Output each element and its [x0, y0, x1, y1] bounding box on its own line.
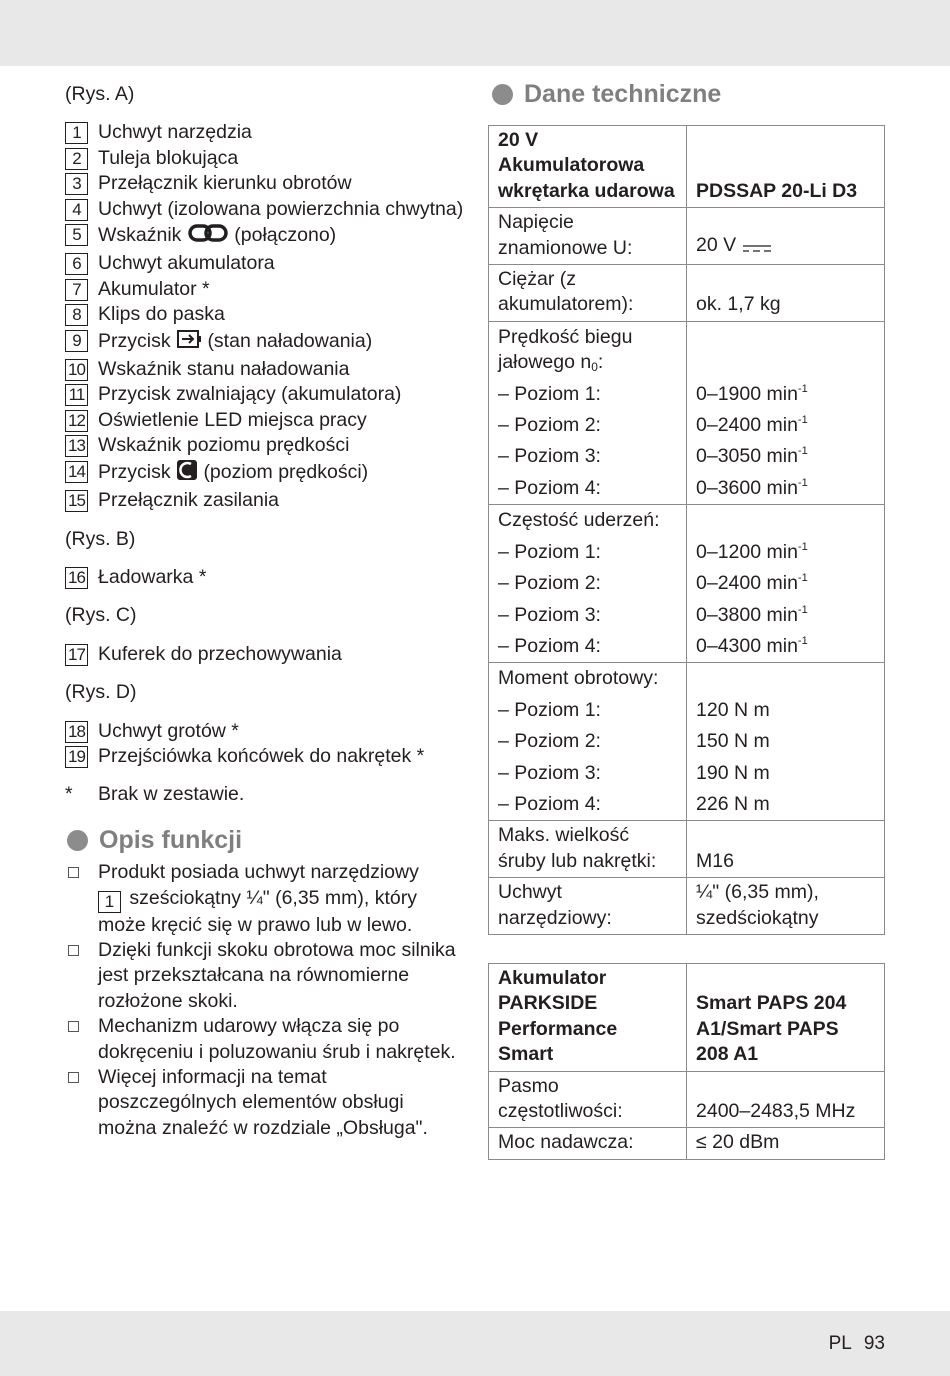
table-cell	[687, 410, 885, 441]
list-item	[65, 222, 465, 251]
section-title: Dane techniczne	[524, 80, 722, 108]
part-number: 16	[65, 567, 88, 589]
table-cell: M16	[687, 821, 885, 878]
table-cell	[687, 631, 885, 663]
spec-table-tool	[488, 125, 885, 935]
table-cell: PDSSAP 20-Li D3	[687, 126, 885, 208]
part-label: Ładowarka *	[98, 565, 207, 588]
table-cell: Pasmo częstotliwości:	[489, 1071, 687, 1128]
part-number: 11	[65, 384, 88, 406]
superscript: -1	[797, 572, 808, 585]
table-row	[489, 537, 885, 568]
table-cell: 120 N m	[687, 695, 885, 726]
part-number: 14	[65, 461, 88, 483]
part-number: 3	[65, 173, 88, 195]
list-item	[65, 860, 465, 938]
list-item	[65, 938, 465, 1014]
part-label: Przycisk zwalniający (akumulatora)	[98, 383, 402, 406]
table-cell	[687, 441, 885, 472]
superscript: -1	[797, 445, 808, 458]
list-item	[65, 197, 465, 222]
table-row	[489, 208, 885, 265]
table-cell: – Poziom 3:	[489, 441, 687, 472]
cell-text: 0–1900 min	[696, 382, 798, 405]
section-title: Opis funkcji	[99, 825, 243, 854]
table-row	[489, 878, 885, 935]
list-item	[65, 251, 465, 276]
table-row	[489, 1071, 885, 1128]
bullet-dot-icon	[67, 830, 88, 851]
table-cell: – Poziom 3:	[489, 758, 687, 789]
list-item	[65, 744, 465, 769]
dc-current-icon	[742, 236, 772, 261]
part-label: Wskaźnik poziomu prędkości	[98, 434, 350, 457]
part-label: Przycisk	[98, 460, 171, 483]
list-item	[65, 433, 465, 458]
table-cell: Uchwyt narzędziowy:	[489, 878, 687, 935]
table-cell: – Poziom 1:	[489, 379, 687, 410]
part-number: 7	[65, 279, 88, 301]
part-number: 17	[65, 644, 88, 666]
figure-b-label: (Rys. B)	[65, 527, 136, 550]
table-row	[489, 126, 885, 208]
figure-c-label: (Rys. C)	[65, 604, 137, 627]
cell-text: 0–3600 min	[696, 476, 798, 499]
part-number: 5	[65, 224, 88, 246]
bullet-dot-icon	[492, 84, 513, 105]
part-label: Przełącznik zasilania	[98, 489, 279, 512]
bullet-text: Więcej informacji na temat poszczególnych elementów obsługi można znaleźć w rozdziale „Obsługa".	[98, 1066, 428, 1139]
table-cell: Moment obrotowy:	[489, 663, 687, 695]
table-cell: – Poziom 2:	[489, 726, 687, 757]
part-number: 10	[65, 359, 88, 381]
superscript: -1	[797, 603, 808, 616]
footnote-text: Brak w zestawie.	[98, 783, 245, 806]
superscript: -1	[797, 414, 808, 427]
cell-text: 0–3050 min	[696, 445, 798, 468]
part-label: Oświetlenie LED miejsca pracy	[98, 408, 367, 431]
table-row	[489, 789, 885, 821]
page-footer	[760, 1333, 885, 1355]
figure-a-label: (Rys. A)	[65, 83, 135, 105]
cell-text: 0–3800 min	[696, 603, 798, 626]
table-cell: Napięcie znamionowe U:	[489, 208, 687, 265]
part-label: Klips do paska	[98, 303, 225, 326]
table-cell	[687, 568, 885, 599]
top-bar	[0, 0, 950, 66]
part-label: Uchwyt narzędzia	[98, 121, 252, 144]
cell-text: :	[597, 351, 604, 374]
part-number: 19	[65, 746, 88, 768]
table-cell: ok. 1,7 kg	[687, 265, 885, 322]
table-row	[489, 321, 885, 378]
list-item	[65, 120, 465, 145]
table-cell: – Poziom 3:	[489, 600, 687, 631]
bullet-text: Produkt posiada uchwyt narzędziowy	[98, 861, 419, 884]
superscript: -1	[797, 382, 808, 395]
superscript: -1	[797, 540, 808, 553]
bullet-text: Mechanizm udarowy włącza się po dokręceniu i poluzowaniu śrub i nakrętek.	[98, 1015, 456, 1063]
table-row	[489, 265, 885, 322]
table-row	[489, 505, 885, 537]
parts-list-column	[65, 80, 465, 1141]
list-item	[65, 1065, 465, 1141]
part-number: 1	[98, 891, 121, 913]
list-item	[65, 1014, 465, 1065]
table-cell: – Poziom 1:	[489, 695, 687, 726]
table-row	[489, 379, 885, 410]
page-number: 93	[863, 1333, 885, 1354]
cell-text: 0–1200 min	[696, 540, 798, 563]
table-cell	[687, 600, 885, 631]
part-number: 9	[65, 330, 88, 352]
table-cell	[489, 321, 687, 378]
part-label: Akumulator *	[98, 277, 210, 300]
table-cell	[687, 663, 885, 695]
cell-text: Prędkość biegu jałowego n	[498, 325, 633, 374]
table-cell: Ciężar (z akumulatorem):	[489, 265, 687, 322]
list-item	[65, 719, 465, 744]
table-row	[489, 473, 885, 505]
table-cell: 190 N m	[687, 758, 885, 789]
part-label: Kuferek do przechowywania	[98, 642, 342, 665]
table-cell	[687, 321, 885, 378]
part-label: Uchwyt (izolowana powierzchnia chwytna)	[98, 197, 464, 220]
parts-list-a	[65, 120, 465, 513]
section-heading-dane	[490, 80, 885, 109]
section-heading-opis	[65, 825, 465, 854]
bullet-text: sześciokątny ¼" (6,35 mm), który może kręcić się w prawo lub w lewo.	[98, 886, 418, 936]
part-label: Przełącznik kierunku obrotów	[98, 172, 352, 195]
list-item	[65, 328, 465, 357]
bullet-text: Dzięki funkcji skoku obrotowa moc silnika jest przekształcana na równomierne rozłożone skoki.	[98, 938, 456, 1012]
list-item	[65, 488, 465, 513]
list-item	[65, 642, 465, 667]
table-row	[489, 1128, 885, 1159]
part-label: Przejściówka końcówek do nakrętek *	[98, 744, 425, 767]
list-item	[65, 408, 465, 433]
table-row	[489, 963, 885, 1071]
part-label: Przycisk	[98, 329, 171, 352]
table-cell: 20 V Akumulatorowa wkrętarka udarowa	[489, 126, 687, 208]
table-row	[489, 600, 885, 631]
table-row	[489, 631, 885, 663]
table-row	[489, 758, 885, 789]
part-label: Wskaźnik stanu naładowania	[98, 358, 350, 381]
list-item	[65, 171, 465, 196]
table-cell: Akumulator PARKSIDE Performance Smart	[489, 963, 687, 1071]
table-cell	[687, 537, 885, 568]
list-item	[65, 565, 465, 590]
table-cell: 226 N m	[687, 789, 885, 821]
table-cell: 2400–2483,5 MHz	[687, 1071, 885, 1128]
list-item	[65, 382, 465, 407]
list-item	[65, 146, 465, 171]
table-row	[489, 441, 885, 472]
list-item	[65, 302, 465, 327]
subscript: 0	[591, 360, 598, 375]
list-item	[65, 357, 465, 382]
table-cell	[687, 505, 885, 537]
superscript: -1	[797, 634, 808, 647]
checkbox-bullet-icon	[68, 945, 79, 956]
part-number: 15	[65, 490, 88, 512]
checkbox-bullet-icon	[68, 867, 79, 878]
part-number: 18	[65, 721, 88, 743]
table-cell: Częstość uderzeń:	[489, 505, 687, 537]
table-cell	[687, 473, 885, 505]
cell-text: 0–2400 min	[696, 414, 798, 437]
table-cell: Maks. wielkość śruby lub nakrętki:	[489, 821, 687, 878]
part-label: Tuleja blokująca	[98, 146, 239, 169]
cell-text: 0–4300 min	[696, 634, 798, 657]
table-cell: – Poziom 4:	[489, 631, 687, 663]
footnote	[65, 782, 465, 807]
technical-data-column	[488, 80, 885, 1160]
voltage-value: 20 V	[696, 233, 737, 256]
table-row	[489, 726, 885, 757]
part-label-suffix: (połączono)	[234, 224, 337, 247]
table-cell	[687, 208, 885, 265]
table-cell: ¼" (6,35 mm), szedściokątny	[687, 878, 885, 935]
part-label-suffix: (poziom prędkości)	[203, 460, 369, 483]
table-row	[489, 821, 885, 878]
checkbox-bullet-icon	[68, 1021, 79, 1032]
table-cell	[687, 379, 885, 410]
speed-level-icon	[176, 459, 198, 488]
footnote-marker: *	[65, 783, 73, 806]
part-number: 12	[65, 410, 88, 432]
table-row	[489, 410, 885, 441]
cell-text: 0–2400 min	[696, 572, 798, 595]
figure-d-label: (Rys. D)	[65, 681, 137, 704]
part-number: 8	[65, 304, 88, 326]
part-label: Uchwyt grotów *	[98, 719, 239, 742]
table-cell: ≤ 20 dBm	[687, 1128, 885, 1159]
checkbox-bullet-icon	[68, 1072, 79, 1083]
table-cell: – Poziom 4:	[489, 789, 687, 821]
table-cell: – Poziom 2:	[489, 410, 687, 441]
superscript: -1	[797, 476, 808, 489]
table-cell: – Poziom 2:	[489, 568, 687, 599]
part-number: 6	[65, 253, 88, 275]
table-cell: – Poziom 4:	[489, 473, 687, 505]
spec-table-battery	[488, 963, 885, 1160]
list-item	[65, 459, 465, 488]
part-label: Uchwyt akumulatora	[98, 252, 275, 275]
link-icon	[187, 222, 229, 251]
table-cell: Moc nadawcza:	[489, 1128, 687, 1159]
part-number: 13	[65, 435, 88, 457]
table-cell: 150 N m	[687, 726, 885, 757]
part-label-suffix: (stan naładowania)	[207, 329, 373, 352]
table-cell: – Poziom 1:	[489, 537, 687, 568]
part-number: 1	[65, 122, 88, 144]
part-number: 4	[65, 199, 88, 221]
list-item	[65, 277, 465, 302]
part-number: 2	[65, 148, 88, 170]
part-label: Wskaźnik	[98, 224, 182, 247]
language-code: PL	[828, 1333, 852, 1354]
table-cell: Smart PAPS 204 A1/Smart PAPS 208 A1	[687, 963, 885, 1071]
table-row	[489, 568, 885, 599]
table-row	[489, 695, 885, 726]
battery-status-icon	[176, 328, 202, 357]
table-row	[489, 663, 885, 695]
